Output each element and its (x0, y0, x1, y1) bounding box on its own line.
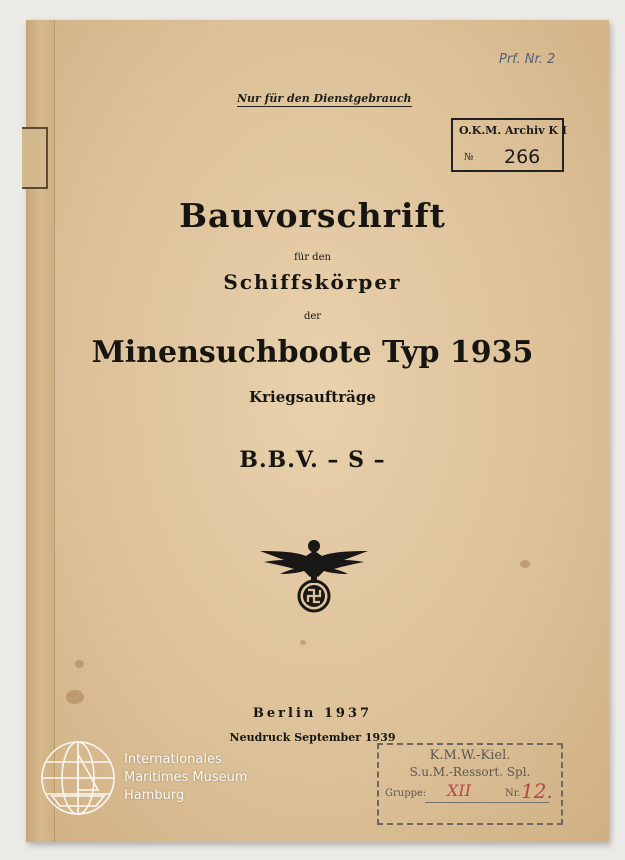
kiel-stamp-number-value: 12. (521, 779, 553, 803)
document-subject: Schiffskörper (223, 270, 402, 294)
museum-watermark-line1: Internationales (124, 752, 222, 767)
stain (66, 690, 84, 704)
reprint-date: Neudruck September 1939 (229, 731, 396, 744)
archive-stamp-title: O.K.M. Archiv K I (459, 124, 567, 137)
document-title: Bauvorschrift (179, 196, 446, 235)
connector-text: für den (294, 252, 331, 263)
archive-stamp (451, 118, 567, 172)
stain (75, 660, 84, 668)
kiel-stamp-group-label: Gruppe: (385, 788, 427, 799)
kiel-stamp-number-label: Nr. (505, 788, 521, 799)
handwritten-note: Prf. Nr. 2 (499, 52, 556, 67)
museum-globe-ship-logo-icon (38, 738, 118, 818)
kiel-stamp (377, 743, 563, 825)
museum-watermark-line2: Maritimes Museum (124, 770, 248, 785)
eagle-emblem-icon (258, 536, 370, 614)
stain (300, 640, 306, 645)
kiel-stamp-group-value: XII (447, 781, 472, 800)
kiel-stamp-line2: S.u.M.-Ressort. Spl. (409, 765, 531, 779)
kiel-stamp-rule (425, 802, 549, 803)
main-title: Minensuchboote Typ 1935 (91, 335, 534, 370)
place-year: Berlin 1937 (252, 706, 373, 721)
archive-stamp-number: 266 (504, 146, 541, 168)
museum-watermark-line3: Hamburg (124, 788, 185, 803)
archive-stamp-number-prefix: № (464, 152, 474, 163)
connector-text: der (303, 311, 322, 322)
binding-clip (22, 127, 48, 189)
stain (520, 560, 530, 568)
orders-label: Kriegsaufträge (249, 388, 376, 406)
kiel-stamp-line1: K.M.W.-Kiel. (429, 748, 511, 763)
restricted-label: Nur für den Dienstgebrauch (237, 92, 412, 105)
document-code: B.B.V. – S – (239, 447, 386, 473)
museum-watermark (124, 751, 248, 805)
